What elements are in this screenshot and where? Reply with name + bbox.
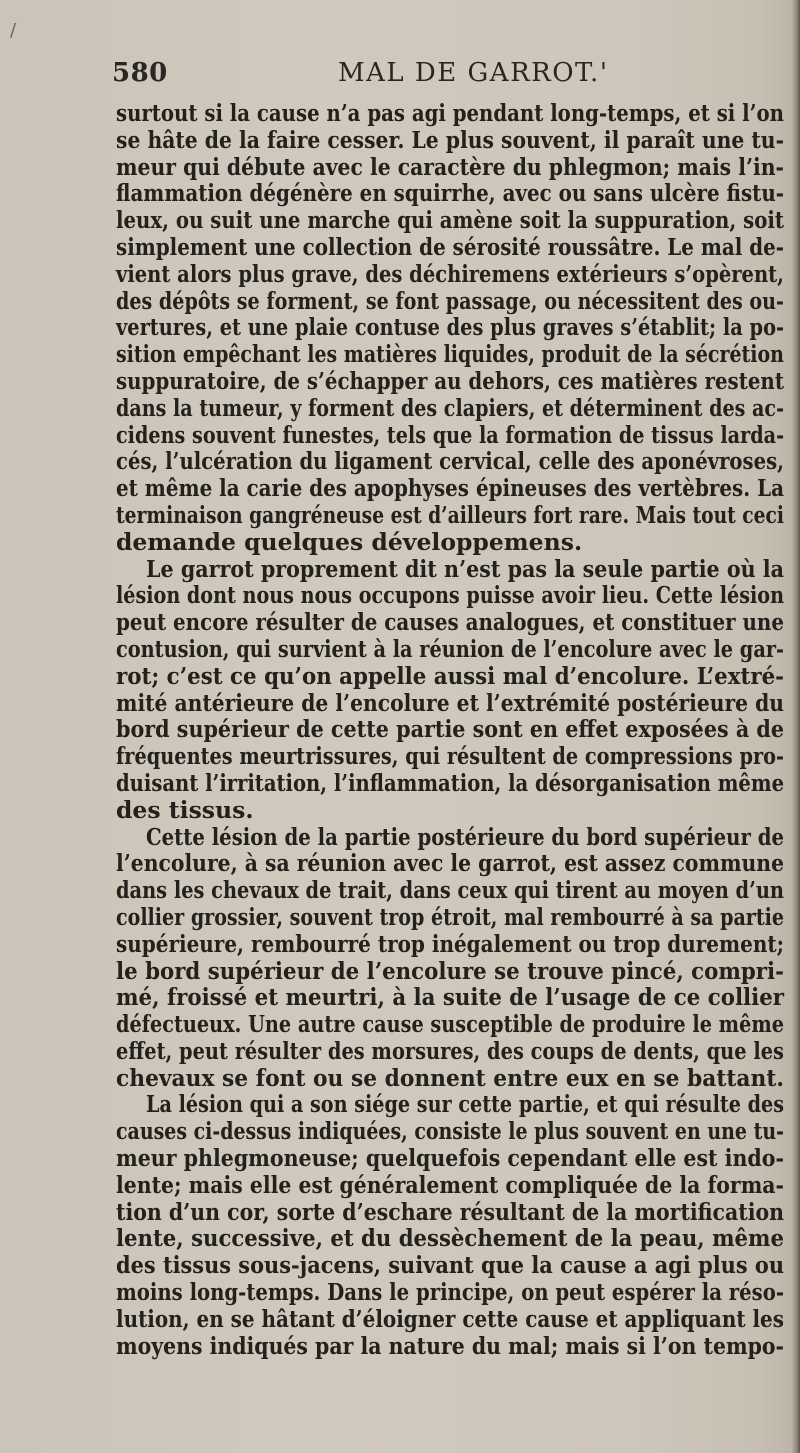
text-line: leux, ou suit une marche qui amène soit la suppuration, soit <box>116 206 784 235</box>
text-line: bord supérieur de cette partie sont en effet exposées à de <box>116 715 785 744</box>
text-line: dans les chevaux de trait, dans ceux qui tirent au moyen d’un <box>116 876 784 905</box>
text-line: fréquentes meurtrissures, qui résultent de compressions pro- <box>116 742 785 771</box>
text-line: meur qui débute avec le caractère du phlegmon; mais l’in- <box>116 152 785 181</box>
text-line: dans la tumeur, y forment des clapiers, et déterminent des ac- <box>116 393 785 422</box>
text-line: défectueux. Une autre cause susceptible de produire le même <box>116 1010 784 1039</box>
stray-pencil-mark: / <box>10 20 17 41</box>
text-line: tion d’un cor, sorte d’eschare résultant de la mortification <box>116 1197 785 1226</box>
text-line: se hâte de la faire cesser. Le plus souvent, il paraît une tu- <box>116 125 785 154</box>
text-line: Cette lésion de la partie postérieure du bord supérieur de <box>146 822 784 851</box>
text-line: cidens souvent funestes, tels que la formation de tissus larda- <box>116 420 785 449</box>
text-line: flammation dégénère en squirrhe, avec ou sans ulcère fistu- <box>116 179 785 208</box>
text-line: vient alors plus grave, des déchiremens extérieurs s’opèrent, <box>116 259 784 288</box>
text-line: des tissus. <box>116 795 254 824</box>
text-line: des tissus sous-jacens, suivant que la cause a agi plus ou <box>116 1251 785 1280</box>
running-title: MAL DE GARROT.' <box>338 58 609 88</box>
text-line: moins long-temps. Dans le principe, on peut espérer la réso- <box>116 1278 784 1307</box>
text-line: cés, l’ulcération du ligament cervical, celle des aponévroses, <box>116 447 784 476</box>
text-line: duisant l’irritation, l’inflammation, la désorganisation même <box>116 768 785 797</box>
text-line: lésion dont nous nous occupons puisse avoir lieu. Cette lésion <box>116 581 785 610</box>
text-line: le bord supérieur de l’encolure se trouve pincé, compri- <box>116 956 784 985</box>
text-line: lente; mais elle est généralement compliquée de la forma- <box>116 1170 785 1199</box>
text-line: causes ci-dessus indiquées, consiste le plus souvent en une tu- <box>116 1117 784 1146</box>
text-line: suppuratoire, de s’échapper au dehors, ces matières restent <box>116 366 784 395</box>
text-line: collier grossier, souvent trop étroit, mal rembourré à sa partie <box>116 902 785 931</box>
body-text <box>116 100 784 1359</box>
page-number: 580 <box>112 58 168 88</box>
text-line: peut encore résulter de causes analogues, et constituer une <box>116 608 784 637</box>
text-line: La lésion qui a son siége sur cette partie, et qui résulte des <box>146 1090 785 1119</box>
text-line: sition empêchant les matières liquides, produit de la sécrétion <box>116 340 784 369</box>
text-line: terminaison gangréneuse est d’ailleurs fort rare. Mais tout ceci <box>116 500 785 529</box>
text-line: chevaux se font ou se donnent entre eux en se battant. <box>116 1063 784 1092</box>
text-line: lente, successive, et du dessèchement de la peau, même <box>116 1224 784 1253</box>
text-line: lution, en se hâtant d’éloigner cette cause et appliquant les <box>116 1304 784 1333</box>
text-line: mité antérieure de l’encolure et l’extrémité postérieure du <box>116 688 785 717</box>
text-line: des dépôts se forment, se font passage, ou nécessitent des ou- <box>116 286 784 315</box>
text-line: demande quelques développemens. <box>116 527 583 556</box>
text-line: l’encolure, à sa réunion avec le garrot, est assez commune <box>116 849 785 878</box>
page-edge <box>792 0 800 1453</box>
text-line: vertures, et une plaie contuse des plus graves s’établit; la po- <box>116 313 785 342</box>
page-header <box>112 58 772 98</box>
text-line: supérieure, rembourré trop inégalement ou trop durement; <box>116 929 784 958</box>
text-line: et même la carie des apophyses épineuses des vertèbres. La <box>116 474 784 503</box>
text-line: effet, peut résulter des morsures, des coups de dents, que les <box>116 1036 784 1065</box>
text-line: contusion, qui survient à la réunion de l’encolure avec le gar- <box>116 634 785 663</box>
text-line: rot; c’est ce qu’on appelle aussi mal d’encolure. L’extré- <box>116 661 785 690</box>
text-line: meur phlegmoneuse; quelquefois cependant elle est indo- <box>116 1144 784 1173</box>
text-line: Le garrot proprement dit n’est pas la seule partie où la <box>146 554 785 583</box>
text-line: simplement une collection de sérosité roussâtre. Le mal de- <box>116 232 785 261</box>
text-line: mé, froissé et meurtri, à la suite de l’usage de ce collier <box>116 983 785 1012</box>
text-line: moyens indiqués par la nature du mal; mais si l’on tempo- <box>116 1331 784 1360</box>
text-line: surtout si la cause n’a pas agi pendant long-temps, et si l’on <box>116 99 784 127</box>
